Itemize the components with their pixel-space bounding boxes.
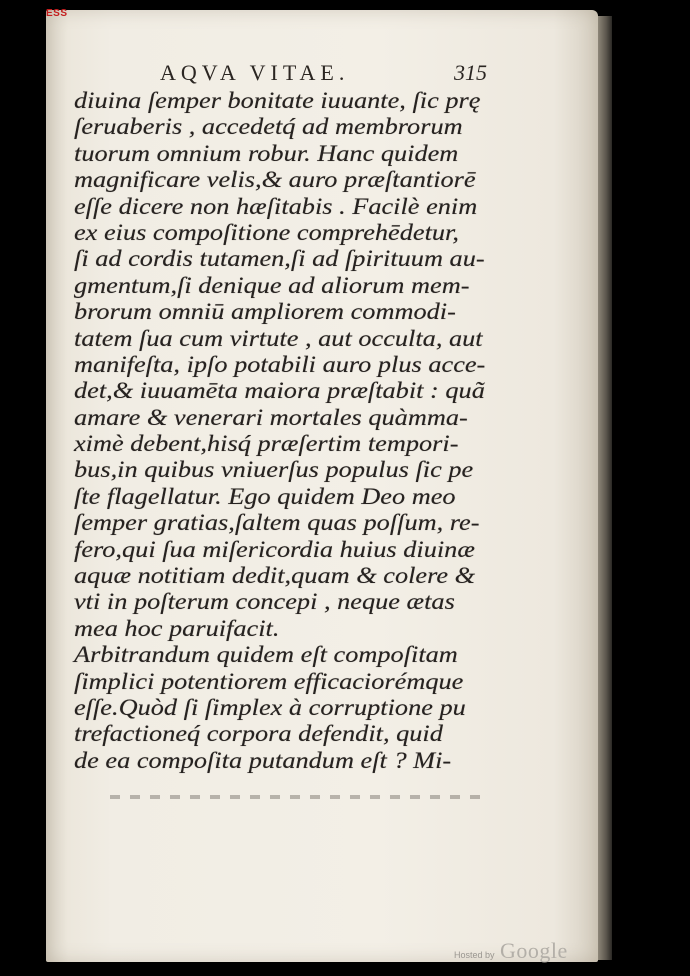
text-line: ſimplici potentiorem efficaciorémque: [74, 668, 464, 695]
text-line: tatem ſua cum virtute , aut occulta, aut: [74, 325, 483, 352]
running-head: [66, 58, 536, 88]
body-text: [74, 88, 492, 774]
text-line: amare & venerari mortales quàmma-: [74, 404, 468, 431]
text-line: eſſe dicere non hæſitabis . Facilè enim: [74, 193, 478, 220]
hosted-by-label: Hosted by: [454, 950, 495, 960]
text-line: gmentum,ſi denique ad aliorum mem-: [74, 272, 470, 299]
google-logo: Google: [500, 938, 568, 963]
text-line: ſeruaberis , accedetq́ ad membrorum: [74, 114, 463, 141]
text-line: Arbitrandum quidem eſt compoſitam: [74, 642, 458, 669]
text-line: ſemper gratias,ſaltem quas poſſum, re-: [74, 510, 480, 537]
text-line: diuina ſemper bonitate iuuante, ſic prę: [74, 88, 481, 114]
text-line: det,& iuuamēta maiora præſtabit : quã: [74, 378, 485, 405]
text-line: de ea compoſita putandum eſt ? Mi-: [74, 747, 452, 774]
text-line: ex eius compoſitione comprehēdetur,: [74, 219, 459, 246]
text-line: eſſe.Quòd ſi ſimplex à corruptione pu: [74, 694, 466, 721]
text-line: fero,qui ſua miſericordia huius diuinæ: [74, 536, 475, 563]
page-number: 315: [454, 60, 487, 85]
text-line: mea hoc paruifacit.: [74, 615, 280, 642]
text-line: ſi ad cordis tutamen,ſi ad ſpirituum au-: [74, 246, 485, 273]
text-line: vti in poſterum concepi , neque ætas: [74, 589, 455, 616]
text-line: aquæ notitiam dedit,quam & colere &: [74, 563, 476, 590]
text-line: magnificare velis,& auro præſtantiorē: [74, 167, 476, 194]
text-line: trefactioneq́ corpora defendit, quid: [74, 721, 443, 748]
cropped-line-remnant: [110, 795, 490, 799]
page-edge-shadow: [598, 16, 612, 960]
text-line: ximè debent,hisq́ præſertim tempori-: [74, 431, 459, 458]
text-line: bus,in quibus vniuerſus populus ſic pe: [74, 457, 474, 484]
running-title: AQVA VITAE.: [160, 60, 350, 85]
text-line: brorum omniū ampliorem commodi-: [74, 299, 456, 326]
text-line: tuorum omnium robur. Hanc quidem: [74, 140, 459, 167]
text-line: manifeſta, ipſo potabili auro plus acce-: [74, 351, 486, 378]
text-line: ſte flagellatur. Ego quidem Deo meo: [74, 483, 456, 510]
corner-mark: ESS: [46, 8, 68, 19]
google-watermark: [454, 938, 604, 966]
